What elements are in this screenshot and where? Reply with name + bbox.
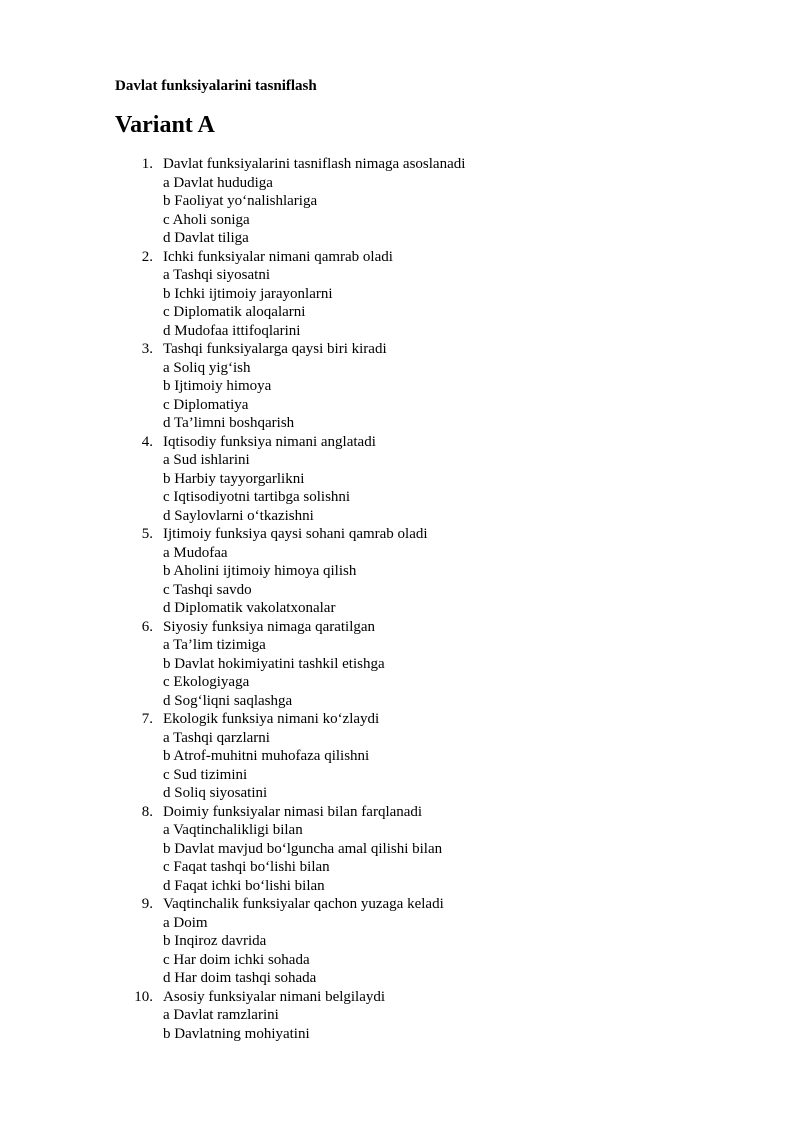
question-number: 9. xyxy=(141,896,153,912)
answer-option: d Faqat ichki bo‘lishi bilan xyxy=(163,877,325,894)
answer-option: c Har doim ichki sohada xyxy=(163,951,310,968)
variant-heading: Variant A xyxy=(115,112,215,138)
answer-option: a Ta’lim tizimiga xyxy=(163,637,266,653)
answer-option: b Ijtimoiy himoya xyxy=(163,378,272,394)
answer-option: a Doim xyxy=(163,914,208,931)
answer-option: b Davlat mavjud bo‘lguncha amal qilishi bilan xyxy=(163,840,443,857)
answer-option: d Har doim tashqi sohada xyxy=(163,970,317,986)
question-number: 10. xyxy=(134,988,153,1005)
answer-option: b Atrof-muhitni muhofaza qilishni xyxy=(163,748,370,764)
question-item xyxy=(115,895,755,988)
answer-option: c Diplomatiya xyxy=(163,396,249,413)
answer-option: d Saylovlarni o‘tkazishni xyxy=(163,507,314,524)
answer-option: d Sog‘liqni saqlashga xyxy=(163,692,293,709)
question-text: Ijtimoiy funksiya qaysi sohani qamrab oladi xyxy=(163,526,428,542)
question-item xyxy=(115,525,755,618)
answer-option: a Vaqtinchalikligi bilan xyxy=(163,822,303,838)
question-item xyxy=(115,433,755,526)
answer-option: a Davlat hududiga xyxy=(163,174,273,191)
answer-option: b Aholini ijtimoiy himoya qilish xyxy=(163,563,357,579)
question-item xyxy=(115,155,755,248)
question-item xyxy=(115,340,755,433)
answer-option: c Faqat tashqi bo‘lishi bilan xyxy=(163,859,330,875)
question-item xyxy=(115,803,755,896)
answer-option: d Diplomatik vakolatxonalar xyxy=(163,600,336,616)
answer-option: d Davlat tiliga xyxy=(163,230,249,246)
question-number: 7. xyxy=(141,711,153,727)
question-number: 1. xyxy=(141,156,153,172)
answer-option: c Ekologiyaga xyxy=(163,674,250,690)
answer-option: d Soliq siyosatini xyxy=(163,785,268,801)
question-text: Davlat funksiyalarini tasniflash nimaga asoslanadi xyxy=(163,156,466,172)
question-number: 3. xyxy=(141,341,153,357)
question-item xyxy=(115,618,755,711)
answer-option: a Soliq yig‘ish xyxy=(163,359,251,376)
answer-option: b Ichki ijtimoiy jarayonlarni xyxy=(163,285,333,302)
question-number: 6. xyxy=(141,618,153,635)
question-text: Asosiy funksiyalar nimani belgilaydi xyxy=(163,988,386,1005)
answer-option: b Inqiroz davrida xyxy=(163,933,267,949)
answer-option: b Davlat hokimiyatini tashkil etishga xyxy=(163,655,385,672)
question-item xyxy=(115,248,755,341)
document-page xyxy=(115,76,755,1043)
question-text: Doimiy funksiyalar nimasi bilan farqlanadi xyxy=(163,803,423,820)
question-text: Iqtisodiy funksiya nimani anglatadi xyxy=(163,433,376,450)
question-text: Siyosiy funksiya nimaga qaratilgan xyxy=(163,618,376,635)
question-item xyxy=(115,988,755,1044)
question-item xyxy=(115,710,755,803)
answer-option: a Sud ishlarini xyxy=(163,452,250,468)
question-text: Vaqtinchalik funksiyalar qachon yuzaga keladi xyxy=(163,896,444,912)
document-title: Davlat funksiyalarini tasniflash xyxy=(115,78,317,94)
answer-option: d Mudofaa ittifoqlarini xyxy=(163,322,301,339)
question-number: 2. xyxy=(141,248,153,265)
answer-option: c Sud tizimini xyxy=(163,766,248,783)
answer-option: a Tashqi siyosatni xyxy=(163,267,270,283)
answer-option: d Ta’limni boshqarish xyxy=(163,415,295,431)
answer-option: a Tashqi qarzlarni xyxy=(163,729,270,746)
answer-option: a Mudofaa xyxy=(163,544,228,561)
answer-option: c Tashqi savdo xyxy=(163,581,252,598)
question-text: Ekologik funksiya nimani ko‘zlaydi xyxy=(163,711,380,727)
question-number: 5. xyxy=(141,526,153,542)
answer-option: c Diplomatik aloqalarni xyxy=(163,304,306,320)
answer-option: c Iqtisodiyotni tartibga solishni xyxy=(163,489,351,505)
question-text: Tashqi funksiyalarga qaysi biri kiradi xyxy=(163,341,387,357)
question-number: 8. xyxy=(141,803,153,820)
answer-option: b Harbiy tayyorgarlikni xyxy=(163,470,305,487)
answer-option: a Davlat ramzlarini xyxy=(163,1007,279,1023)
answer-option: b Davlatning mohiyatini xyxy=(163,1025,310,1042)
question-list xyxy=(115,155,755,1043)
answer-option: b Faoliyat yo‘nalishlariga xyxy=(163,193,318,209)
question-text: Ichki funksiyalar nimani qamrab oladi xyxy=(163,248,393,265)
question-number: 4. xyxy=(141,433,153,450)
answer-option: c Aholi soniga xyxy=(163,211,250,228)
